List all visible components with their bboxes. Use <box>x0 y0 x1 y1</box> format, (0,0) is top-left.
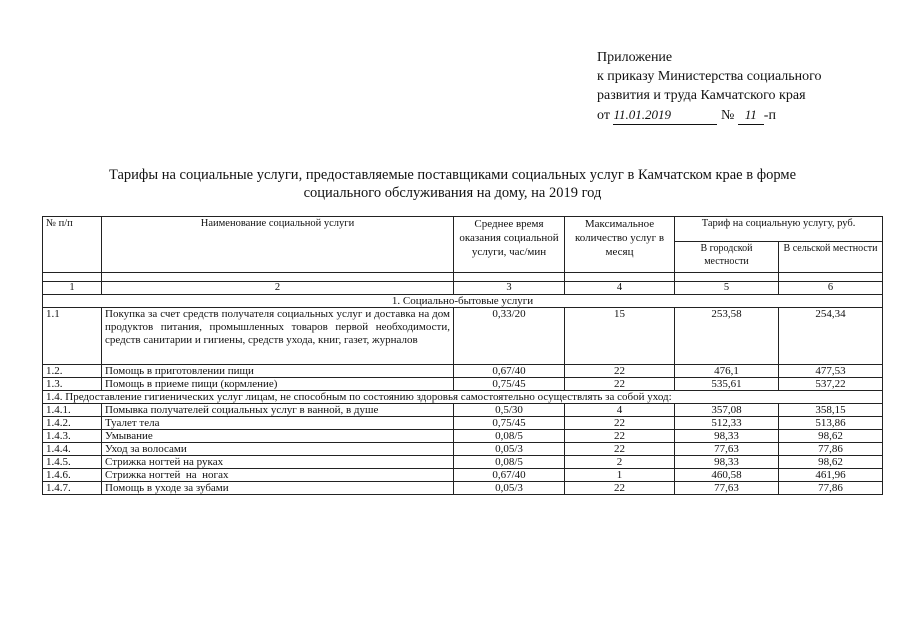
row-rural: 98,62 <box>779 430 883 443</box>
order-number: 11 <box>738 105 764 125</box>
row-num: 1.4.5. <box>43 456 102 469</box>
title-line-2: социального обслуживания на дому, на 2019 год <box>303 185 602 201</box>
row-urban: 77,63 <box>675 443 779 456</box>
from-prefix: от <box>597 108 610 123</box>
table-row <box>43 404 883 417</box>
row-time: 0,33/20 <box>454 308 565 365</box>
row-rural: 77,86 <box>779 482 883 495</box>
row-max: 15 <box>565 308 675 365</box>
column-number: 5 <box>675 282 779 295</box>
header-name: Наименование социальной услуги <box>102 217 454 273</box>
row-rural: 77,86 <box>779 443 883 456</box>
spacer-cell <box>102 273 454 282</box>
column-number: 4 <box>565 282 675 295</box>
row-name: Помощь в приготовлении пищи <box>102 365 454 378</box>
row-num: 1.2. <box>43 365 102 378</box>
table-row <box>43 417 883 430</box>
row-name: Уход за волосами <box>102 443 454 456</box>
row-urban: 253,58 <box>675 308 779 365</box>
section-row <box>43 391 883 404</box>
row-urban: 512,33 <box>675 417 779 430</box>
row-num: 1.1 <box>43 308 102 365</box>
row-urban: 77,63 <box>675 482 779 495</box>
appendix-line-1: Приложение <box>597 50 673 65</box>
table-row <box>43 365 883 378</box>
header-time: Среднее время оказания социальной услуги, час/мин <box>454 217 565 273</box>
row-num: 1.4.3. <box>43 430 102 443</box>
row-num: 1.3. <box>43 378 102 391</box>
row-urban: 460,58 <box>675 469 779 482</box>
row-urban: 535,61 <box>675 378 779 391</box>
row-max: 22 <box>565 443 675 456</box>
row-urban: 98,33 <box>675 456 779 469</box>
header-urban: В городской местности <box>675 242 779 273</box>
section-title: 1.4. Предоставление гигиенических услуг лицам, не способным по состоянию здоровья самостоятельно осуществлять за собой уход: <box>43 391 883 404</box>
table-row <box>43 443 883 456</box>
row-rural: 513,86 <box>779 417 883 430</box>
row-max: 22 <box>565 430 675 443</box>
header-num: № п/п <box>43 217 102 273</box>
row-urban: 476,1 <box>675 365 779 378</box>
row-name: Стрижка ногтей на ногах <box>102 469 454 482</box>
row-name: Помывка получателей социальных услуг в ванной, в душе <box>102 404 454 417</box>
row-name: Помощь в уходе за зубами <box>102 482 454 495</box>
row-num: 1.4.6. <box>43 469 102 482</box>
table-row <box>43 430 883 443</box>
row-name: Умывание <box>102 430 454 443</box>
row-num: 1.4.4. <box>43 443 102 456</box>
row-name: Помощь в приеме пищи (кормление) <box>102 378 454 391</box>
row-name: Туалет тела <box>102 417 454 430</box>
section-row <box>43 295 883 308</box>
row-rural: 537,22 <box>779 378 883 391</box>
row-time: 0,08/5 <box>454 456 565 469</box>
column-number: 6 <box>779 282 883 295</box>
row-num: 1.4.2. <box>43 417 102 430</box>
number-sign: № <box>720 108 735 123</box>
row-rural: 358,15 <box>779 404 883 417</box>
row-urban: 357,08 <box>675 404 779 417</box>
column-number: 1 <box>43 282 102 295</box>
row-time: 0,5/30 <box>454 404 565 417</box>
row-time: 0,08/5 <box>454 430 565 443</box>
row-max: 22 <box>565 482 675 495</box>
document-title <box>40 166 865 202</box>
row-num: 1.4.7. <box>43 482 102 495</box>
row-max: 22 <box>565 417 675 430</box>
table-row <box>43 456 883 469</box>
row-num: 1.4.1. <box>43 404 102 417</box>
tariffs-table <box>42 216 883 495</box>
row-rural: 477,53 <box>779 365 883 378</box>
column-number: 2 <box>102 282 454 295</box>
appendix-block <box>597 48 897 125</box>
row-name: Стрижка ногтей на руках <box>102 456 454 469</box>
row-max: 2 <box>565 456 675 469</box>
appendix-line-3: развития и труда Камчатского края <box>597 88 806 103</box>
section-title: 1. Социально-бытовые услуги <box>43 295 883 308</box>
table-row <box>43 308 883 365</box>
row-time: 0,05/3 <box>454 443 565 456</box>
header-spacer-row <box>43 273 883 282</box>
table-row <box>43 378 883 391</box>
row-max: 4 <box>565 404 675 417</box>
spacer-cell <box>675 273 779 282</box>
row-time: 0,75/45 <box>454 417 565 430</box>
title-line-1: Тарифы на социальные услуги, предоставляемые поставщиками социальных услуг в Камчатском крае в форме <box>108 167 797 183</box>
table-row <box>43 469 883 482</box>
spacer-cell <box>454 273 565 282</box>
row-time: 0,67/40 <box>454 469 565 482</box>
row-name: Покупка за счет средств получателя социальных услуг и доставка на дом продуктов питания, промышленных товаров первой необходимости, средств санитарии и гигиены, средств ухода, книг, газет, журналов <box>102 308 454 365</box>
spacer-cell <box>565 273 675 282</box>
row-max: 22 <box>565 378 675 391</box>
row-rural: 461,96 <box>779 469 883 482</box>
order-suffix: -п <box>763 108 776 123</box>
header-tariff: Тариф на социальную услугу, руб. <box>675 217 883 242</box>
row-urban: 98,33 <box>675 430 779 443</box>
row-rural: 254,34 <box>779 308 883 365</box>
header-rural: В сельской местности <box>779 242 883 273</box>
order-date: 11.01.2019 <box>613 105 717 125</box>
column-numbers-row <box>43 282 883 295</box>
spacer-cell <box>43 273 102 282</box>
row-max: 22 <box>565 365 675 378</box>
row-max: 1 <box>565 469 675 482</box>
row-time: 0,75/45 <box>454 378 565 391</box>
column-number: 3 <box>454 282 565 295</box>
spacer-cell <box>779 273 883 282</box>
table-row <box>43 482 883 495</box>
row-time: 0,05/3 <box>454 482 565 495</box>
appendix-date-line <box>597 105 897 125</box>
row-rural: 98,62 <box>779 456 883 469</box>
row-time: 0,67/40 <box>454 365 565 378</box>
header-max: Максимальное количество услуг в месяц <box>565 217 675 273</box>
appendix-line-2: к приказу Министерства социального <box>597 69 822 84</box>
